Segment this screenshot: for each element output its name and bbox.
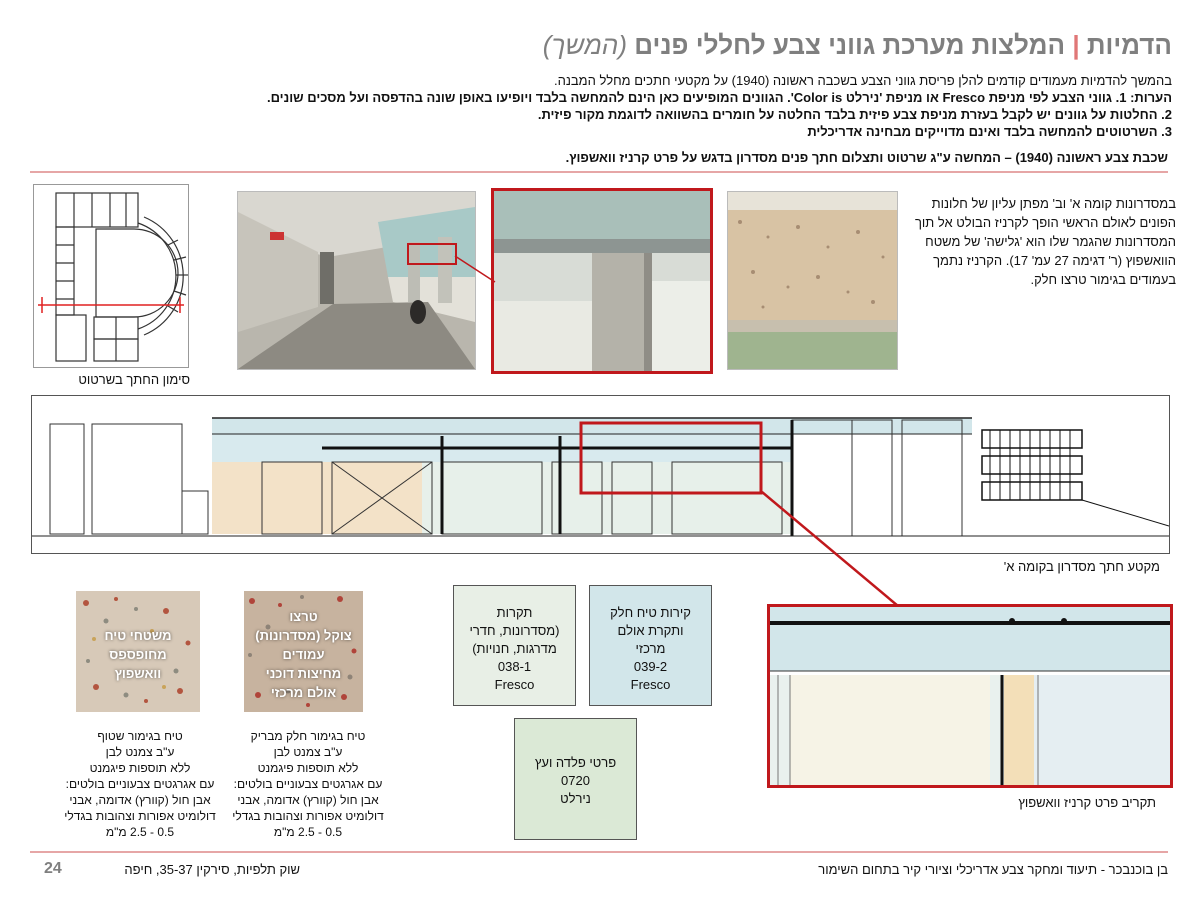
section-subheading: שכבת צבע ראשונה (1940) – המחשה ע"ג שרטוט ותצלום חתך פנים מסדרון בדגש על פרט קרניז וואשפוץ. <box>565 150 1168 165</box>
notes-line: הערות: 1. גווני הצבע לפי מניפת Fresco או מניפת 'נירלט Color is'. הגוונים המופיעים כאן הינם להמחשה בלבד ויופיעו באופן שונה בהדפסה ועל מסכים שונים. <box>266 90 1172 105</box>
intro-line: בהמשך להדמיות מעמודים קודמים להלן פריסת גווני הצבע בשכבה ראשונה (1940) על מקטעי חתכים מחלל המבנה. <box>553 73 1172 88</box>
cornice-description: במסדרונות קומה א' וב' מפתן עליון של חלונות הפונים לאולם הראשי הופך לקרניז הבולט אל תוך המסדרונות שהגמר שלו הוא 'גלישה' של משטח הוואשפוץ (ר' דגימה 27 עמ' 17). הקרניז נתמך בעמודים בגימור טרצו חלק. <box>914 196 1176 287</box>
section-caption: מקטע חתך מסדרון בקומה א' <box>1003 559 1160 574</box>
terrazzo-swatch: טרצו צוקל (מסדרונות) עמודים מחיצות דוכני אולם מרכזי <box>244 591 363 712</box>
ceilings-color-box: תקרות (מסדרונות, חדרי מדרגות, חנויות) 038-1 Fresco <box>453 585 576 706</box>
cornice-closeup-drawing <box>767 604 1173 788</box>
terrazzo-notes: טיח בגימור חלק מבריק ע"ב צמנט לבן ללא תוספות פיגמנט עם אגרגטים צבעוניים בולטים: אבן חול (קוורץ) אדומה, אבני דולומיט אפורות וצהובות בגדלי 0.5 - 2.5 מ"מ <box>232 729 384 839</box>
footer-credit: בן בוכנבכר - תיעוד ומחקר צבע אדריכלי וציורי קיר בתחום השימור <box>818 862 1168 877</box>
page-number: 24 <box>44 860 62 877</box>
notes-line: 2. החלטות על גוונים יש לקבל בעזרת מניפת צבע פיזית בלבד החלטה על חומרים בהשוואה לדוגמת מקור פיזית. <box>537 107 1172 122</box>
title-separator: | <box>1072 30 1080 60</box>
footer-address: שוק תלפיות, סירקין 35-37, חיפה <box>124 862 300 877</box>
plan-caption: סימון החתך בשרטוט <box>78 372 190 387</box>
closeup-elevation-drawing <box>770 607 1170 785</box>
steel-wood-color-box: פרטי פלדה ועץ 0720 נירלט <box>514 718 637 840</box>
walls-color-box: קירות טיח חלק ותקרת אולם מרכזי 039-2 Fresco <box>589 585 712 706</box>
washpotz-swatch: משטחי טיח מחופספס וואשפוץ <box>76 591 200 712</box>
closeup-caption: תקריב פרט קרניז וואשפוץ <box>1018 795 1156 810</box>
page-title: הדמיות | המלצות מערכת גווני צבע לחללי פנים (המשך) <box>542 30 1172 60</box>
footer-divider <box>30 851 1168 853</box>
notes-line: 3. השרטוטים להמחשה בלבד ואינם מדוייקים מבחינה אדריכלית <box>807 124 1172 139</box>
washpotz-notes: טיח בגימור שטוף ע"ב צמנט לבן ללא תוספות פיגמנט עם אגרגטים צבעוניים בולטים: אבן חול (קוורץ) אדומה, אבני דולומיט אפורות וצהובות בגדלי 0.5 - 2.5 מ"מ <box>64 729 216 839</box>
